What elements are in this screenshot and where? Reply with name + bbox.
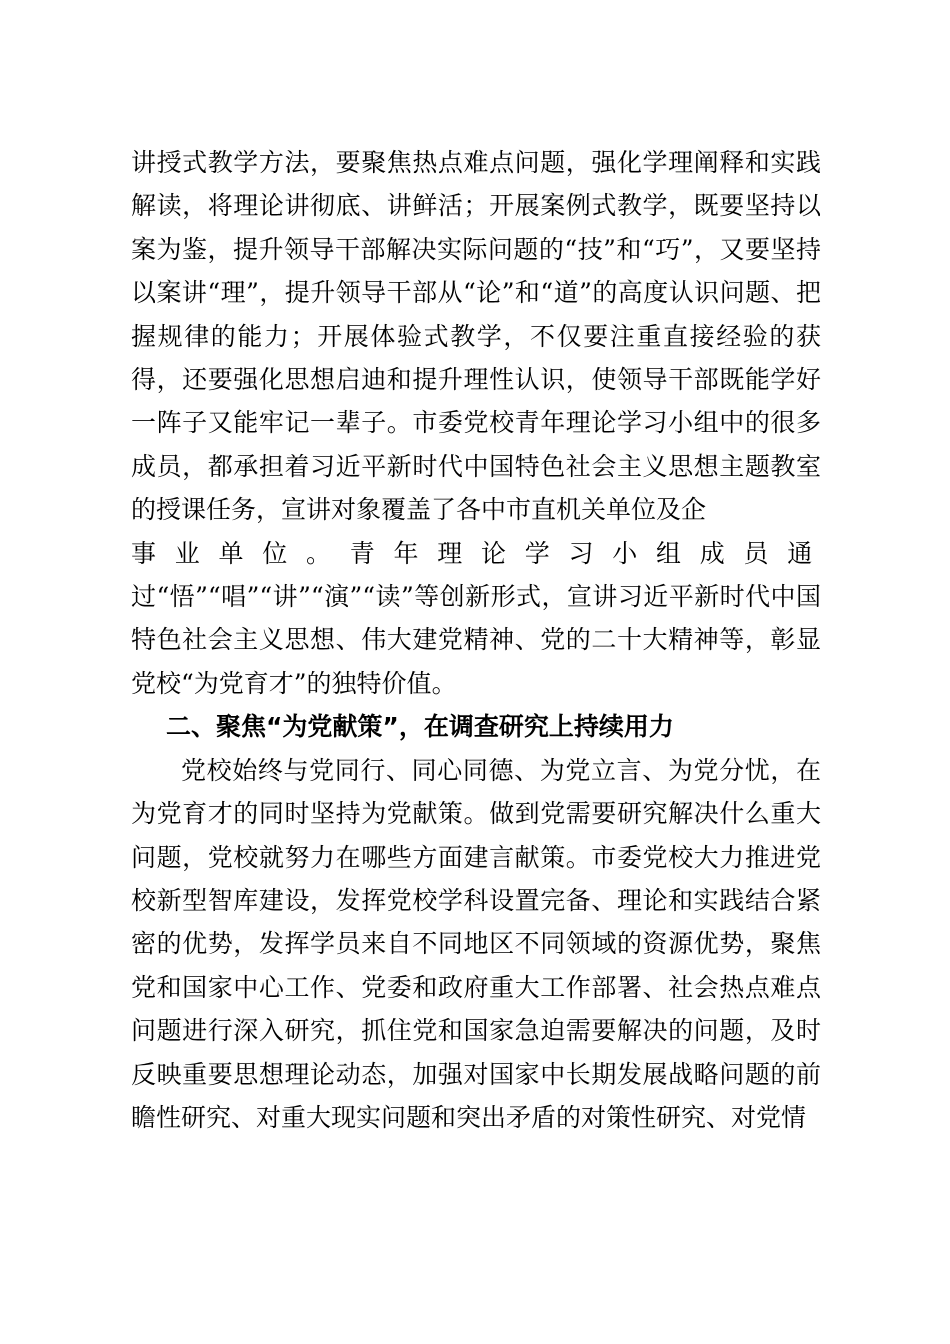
section-heading: 二、聚焦“为党献策”，在调查研究上持续用力	[166, 712, 674, 742]
body-paragraph	[131, 141, 821, 705]
document-body	[131, 141, 821, 1139]
spread-text-line: 事业单位。青年理论学习小组成员通	[131, 538, 821, 568]
paragraph-text: 讲授式教学方法，要聚焦热点难点问题，强化学理阐释和实践解读，将理论讲彻底、讲鲜活；开展案例式教学，既要坚持以案为鉴，提升领导干部解决实际问题的“技”和“巧”，又要坚持以案讲“理”，提升领导干部从“论”和“道”的高度认识问题、把握规律的能力；开展体验式教学，不仅要注重直接经验的获得，还要强化思想启迪和提升理性认识，使领导干部既能学好一阵子又能牢记一辈子。市委党校青年理论学习小组中的很多成员，都承担着习近平新时代中国特色社会主义思想主题教室的授课任务，宣讲对象覆盖了各中市直机关单位及企	[131, 148, 821, 525]
body-paragraph: 党校始终与党同行、同心同德、为党立言、为党分忧，在为党育才的同时坚持为党献策。做到党需要研究解决什么重大问题，党校就努力在哪些方面建言献策。市委党校大力推进党校新型智库建设，发挥党校学科设置完备、理论和实践结合紧密的优势，发挥学员来自不同地区不同领域的资源优势，聚焦党和国家中心工作、党委和政府重大工作部署、社会热点难点问题进行深入研究，抓住党和国家急迫需要解决的问题，及时反映重要思想理论动态，加强对国家中长期发展战略问题的前瞻性研究、对重大现实问题和突出矛盾的对策性研究、对党情	[131, 755, 821, 1132]
paragraph-text: 过“悟”“唱”“讲”“演”“读”等创新形式，宣讲习近平新时代中国特色社会主义思想、伟大建党精神、党的二十大精神等，彰显党校“为党育才”的独特价值。	[131, 582, 821, 698]
